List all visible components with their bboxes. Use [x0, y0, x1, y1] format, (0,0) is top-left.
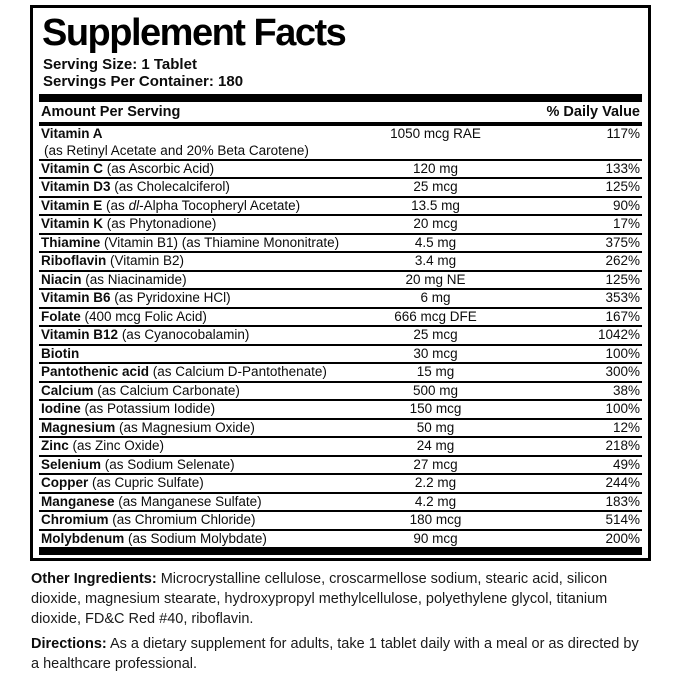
nutrient-row: [39, 126, 642, 159]
other-ingredients-paragraph: [31, 569, 650, 629]
nutrient-name: Thiamine (Vitamin B1) (as Thiamine Mononitrate): [41, 234, 340, 250]
nutrient-name: Biotin: [41, 345, 80, 361]
nutrient-amount: 50 mg: [416, 419, 455, 435]
nutrient-row: [39, 436, 642, 455]
nutrient-name: Riboflavin (Vitamin B2): [41, 253, 185, 268]
nutrient-daily-value: 300%: [605, 364, 640, 379]
nutrient-amount: 4.2 mg: [414, 493, 457, 509]
supplement-facts-panel: [30, 5, 651, 561]
nutrient-name: Chromium (as Chromium Chloride): [41, 512, 256, 527]
nutrient-amount: 30 mcg: [413, 345, 458, 361]
nutrient-daily-value: 100%: [605, 345, 640, 361]
nutrient-row: [39, 418, 642, 437]
nutrient-name: Iodine (as Potassium Iodide): [41, 401, 216, 416]
nutrient-daily-value: 183%: [605, 493, 640, 509]
divider-thick-bottom: [39, 547, 642, 555]
nutrient-name: Vitamin B12 (as Cyanocobalamin): [41, 327, 250, 342]
nutrient-daily-value: 90%: [612, 197, 640, 213]
nutrient-row: [39, 270, 642, 289]
nutrient-name: Magnesium (as Magnesium Oxide): [41, 419, 255, 435]
nutrient-daily-value: 200%: [605, 530, 640, 546]
nutrient-daily-value: 244%: [605, 475, 640, 490]
serving-size: Serving Size: 1 Tablet: [43, 56, 197, 73]
header-amount-per-serving: Amount Per Serving: [41, 104, 181, 120]
nutrient-name: Copper (as Cupric Sulfate): [41, 475, 204, 490]
nutrient-name: Calcium (as Calcium Carbonate): [41, 382, 240, 398]
nutrient-amount: 1050 mcg RAE: [390, 126, 481, 141]
nutrient-row: [39, 214, 642, 233]
nutrient-name: Vitamin A (as Retinyl Acetate and 20% Beta Carotene): [41, 127, 343, 158]
nutrient-amount: 24 mg: [416, 438, 455, 453]
nutrient-daily-value: 125%: [605, 179, 640, 194]
directions-label: Directions:: [31, 636, 107, 652]
nutrient-name: Manganese (as Manganese Sulfate): [41, 493, 262, 509]
nutrient-daily-value: 514%: [605, 512, 640, 527]
nutrient-row: [39, 473, 642, 492]
nutrient-daily-value: 353%: [605, 290, 640, 305]
nutrient-amount: 666 mcg DFE: [394, 308, 477, 324]
header-daily-value: % Daily Value: [546, 104, 640, 120]
directions-text: As a dietary supplement for adults, take 1 tablet daily with a meal or as directed by a healthcare professional.: [31, 636, 639, 672]
nutrient-amount: 13.5 mg: [411, 197, 460, 213]
nutrient-name: Vitamin K (as Phytonadione): [41, 216, 217, 231]
nutrient-amount: 27 mcg: [413, 456, 458, 472]
nutrient-name: Vitamin E (as dl-Alpha Tocopheryl Acetate): [41, 197, 301, 213]
panel-title: Supplement Facts: [42, 12, 346, 54]
nutrient-amount: 120 mg: [412, 160, 459, 176]
table-header: [39, 102, 642, 122]
nutrient-amount: 6 mg: [420, 290, 451, 305]
nutrient-row: [39, 233, 642, 252]
nutrient-daily-value: 133%: [605, 160, 640, 176]
nutrient-row: [39, 325, 642, 344]
nutrient-row: [39, 307, 642, 326]
divider-thick-top: [39, 94, 642, 102]
nutrient-daily-value: 125%: [605, 271, 640, 287]
nutrient-row: [39, 344, 642, 363]
nutrient-daily-value: 117%: [606, 126, 640, 141]
nutrient-daily-value: 38%: [612, 382, 640, 398]
nutrient-row: [39, 510, 642, 529]
nutrient-name: Vitamin C (as Ascorbic Acid): [41, 160, 215, 176]
nutrient-row: [39, 362, 642, 381]
nutrient-row: [39, 177, 642, 196]
other-ingredients-text: Microcrystalline cellulose, croscarmellose sodium, stearic acid, silicon dioxide, magnesium stearate, hydroxypropyl methylcellulose, polyethylene glycol, titanium dioxide, FD&C Red #40, riboflavin.: [31, 571, 608, 627]
nutrient-row: [39, 455, 642, 474]
nutrient-amount: 3.4 mg: [414, 253, 457, 268]
nutrient-row: [39, 492, 642, 511]
nutrient-amount: 15 mg: [416, 364, 455, 379]
nutrient-name: Vitamin B6 (as Pyridoxine HCl): [41, 290, 231, 305]
label-footer: [30, 561, 651, 674]
nutrient-row: [39, 159, 642, 178]
nutrient-row: [39, 288, 642, 307]
nutrient-amount: 20 mcg: [413, 216, 458, 231]
nutrient-daily-value: 218%: [605, 438, 640, 453]
nutrient-name: Molybdenum (as Sodium Molybdate): [41, 530, 267, 546]
nutrient-row: [39, 196, 642, 215]
nutrient-name: Vitamin D3 (as Cholecalciferol): [41, 179, 230, 194]
nutrient-daily-value: 100%: [605, 401, 640, 416]
serving-info: [39, 56, 642, 94]
nutrient-row: [39, 529, 642, 548]
nutrient-daily-value: 17%: [612, 216, 640, 231]
nutrient-amount: 20 mg NE: [405, 271, 466, 287]
nutrient-daily-value: 1042%: [597, 327, 640, 342]
servings-per-container: Servings Per Container: 180: [43, 73, 244, 90]
nutrient-amount: 4.5 mg: [414, 234, 457, 250]
nutrient-name: Pantothenic acid (as Calcium D-Pantothenate): [41, 364, 327, 379]
nutrient-daily-value: 262%: [605, 253, 640, 268]
nutrient-daily-value: 12%: [612, 419, 640, 435]
nutrient-row: [39, 251, 642, 270]
nutrient-amount: 2.2 mg: [414, 475, 457, 490]
nutrient-source-secondline: (as Retinyl Acetate and 20% Beta Carotene): [44, 142, 309, 158]
nutrient-amount: 180 mcg: [409, 512, 462, 527]
nutrient-name: Folate (400 mcg Folic Acid): [41, 308, 207, 324]
nutrient-amount: 500 mg: [412, 382, 459, 398]
nutrient-table: [39, 126, 642, 547]
nutrient-amount: 25 mcg: [413, 327, 458, 342]
nutrient-name: Niacin (as Niacinamide): [41, 271, 187, 287]
nutrient-row: [39, 399, 642, 418]
nutrient-amount: 90 mcg: [413, 530, 458, 546]
nutrient-name: Selenium (as Sodium Selenate): [41, 456, 235, 472]
nutrient-amount: 150 mcg: [409, 401, 462, 416]
nutrient-row: [39, 381, 642, 400]
nutrient-daily-value: 167%: [605, 308, 640, 324]
nutrient-daily-value: 375%: [605, 234, 640, 250]
nutrient-daily-value: 49%: [612, 456, 640, 472]
nutrient-name: Zinc (as Zinc Oxide): [41, 438, 165, 453]
directions-paragraph: [31, 634, 650, 674]
nutrient-amount: 25 mcg: [413, 179, 458, 194]
other-ingredients-label: Other Ingredients:: [31, 571, 157, 587]
